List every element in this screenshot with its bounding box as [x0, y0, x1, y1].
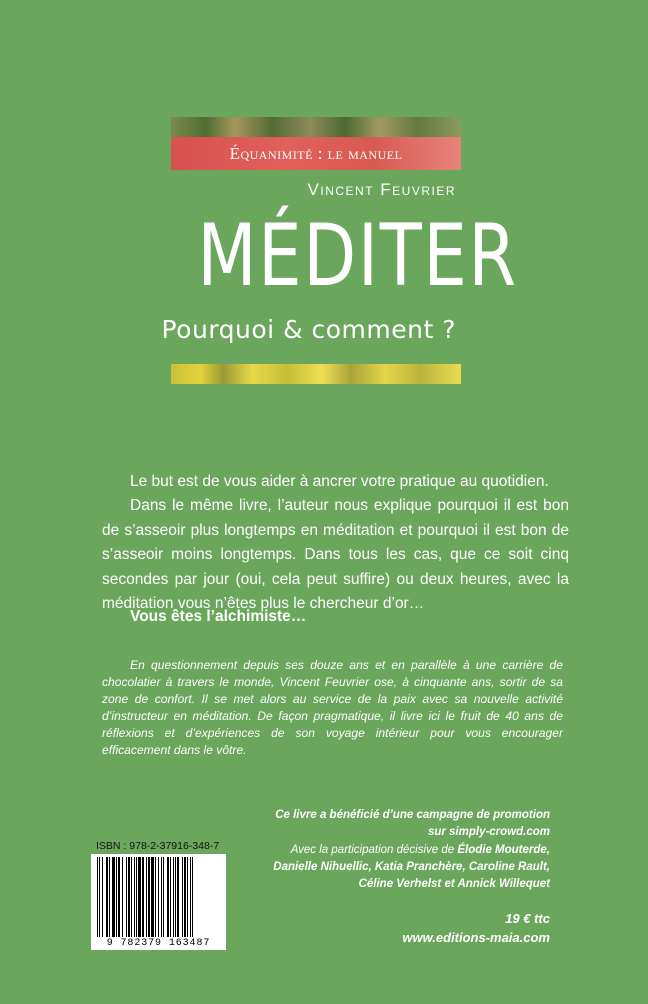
top-texture-strip	[171, 117, 461, 137]
tagline: Vous êtes l’alchimiste…	[130, 608, 307, 625]
barcode-bar	[102, 857, 103, 937]
barcode-bar	[187, 857, 188, 937]
publisher-website: www.editions-maia.com	[402, 930, 550, 945]
barcode-bar	[106, 857, 108, 937]
participation-line	[273, 842, 550, 859]
participation-note	[273, 842, 550, 893]
participation-line: Danielle Nihuellic, Katia Pranchère, Caroline Rault,	[273, 861, 550, 873]
series-banner	[171, 137, 461, 170]
barcode-bar	[128, 857, 130, 937]
barcode-bar	[134, 857, 135, 937]
barcode-bar	[177, 857, 179, 937]
series-title: Équanimité : le manuel	[229, 143, 403, 163]
author-bio: En questionnement depuis ses douze ans et en parallèle à une carrière de chocolatier à travers le monde, Vincent Feuvrier ose, à cinquante ans, sortir de sa zone de confort. Il se met alors au service de la paix avec sa nouvelle activité d’instructeur en méditation. De façon pragmatique, il livre ici le fruit de 40 ans de réflexions et d’expériences de son voyage intérieur pour vous encourager efficacement dans le vôtre.	[102, 658, 563, 757]
barcode-bar	[142, 857, 144, 937]
barcode-bar	[175, 857, 176, 937]
author-name: Vincent Feuvrier	[307, 180, 456, 199]
book-title: MÉDITER	[197, 206, 518, 306]
barcode	[91, 854, 226, 950]
barcode-digits: 9 782379 163487	[106, 938, 211, 949]
barcode-bar	[151, 857, 154, 937]
barcode-bar	[192, 857, 193, 937]
barcode-bar	[136, 857, 137, 937]
barcode-bar	[182, 857, 183, 937]
barcode-bar	[138, 857, 141, 937]
barcode-bar	[116, 857, 117, 937]
barcode-bar	[146, 857, 147, 937]
price: 19 € ttc	[505, 911, 550, 926]
barcode-bar	[109, 857, 110, 937]
barcode-bar	[118, 857, 120, 937]
barcode-bar	[184, 857, 186, 937]
blurb-paragraph-2: Dans le même livre, l’auteur nous explique pourquoi il est bon de s’asseoir plus longtemps en méditation et pourquoi il est bon de s’asseoir moins longtemps. Dans tous les cas, que ce soit cinq secondes par jour (oui, cela peut suffire) ou deux heures, avec la méditation vous n’êtes plus le chercheur d’or…	[102, 497, 569, 612]
barcode-bar	[163, 857, 164, 937]
barcode-bar	[122, 857, 123, 937]
promo-line: sur simply-crowd.com	[427, 826, 550, 838]
book-subtitle: Pourquoi & comment ?	[161, 315, 456, 344]
barcode-bar	[126, 857, 127, 937]
isbn-label: ISBN : 978-2-37916-348-7	[96, 840, 220, 852]
barcode-bar	[170, 857, 171, 937]
promo-line: Ce livre a bénéficié d’une campagne de promotion	[275, 809, 550, 821]
barcode-bar	[155, 857, 156, 937]
blurb-paragraph-1: Le but est de vous aider à ancrer votre pratique au quotidien.	[130, 473, 549, 490]
barcode-bars	[95, 857, 222, 937]
participation-line: Céline Verhelst et Annick Willequet	[358, 878, 550, 890]
participation-intro: Avec la participation décisive de	[290, 844, 458, 856]
barcode-bar	[99, 857, 100, 937]
barcode-bar	[173, 857, 174, 937]
barcode-bar	[190, 857, 191, 937]
barcode-bar	[131, 857, 132, 937]
promo-note	[275, 807, 550, 841]
barcode-bar	[158, 857, 159, 937]
participation-names: Élodie Mouterde,	[457, 844, 550, 856]
barcode-bar	[167, 857, 169, 937]
barcode-bar	[161, 857, 162, 937]
barcode-bar	[112, 857, 115, 937]
flower-strip	[171, 364, 461, 384]
barcode-bar	[148, 857, 150, 937]
barcode-bar	[97, 857, 98, 937]
